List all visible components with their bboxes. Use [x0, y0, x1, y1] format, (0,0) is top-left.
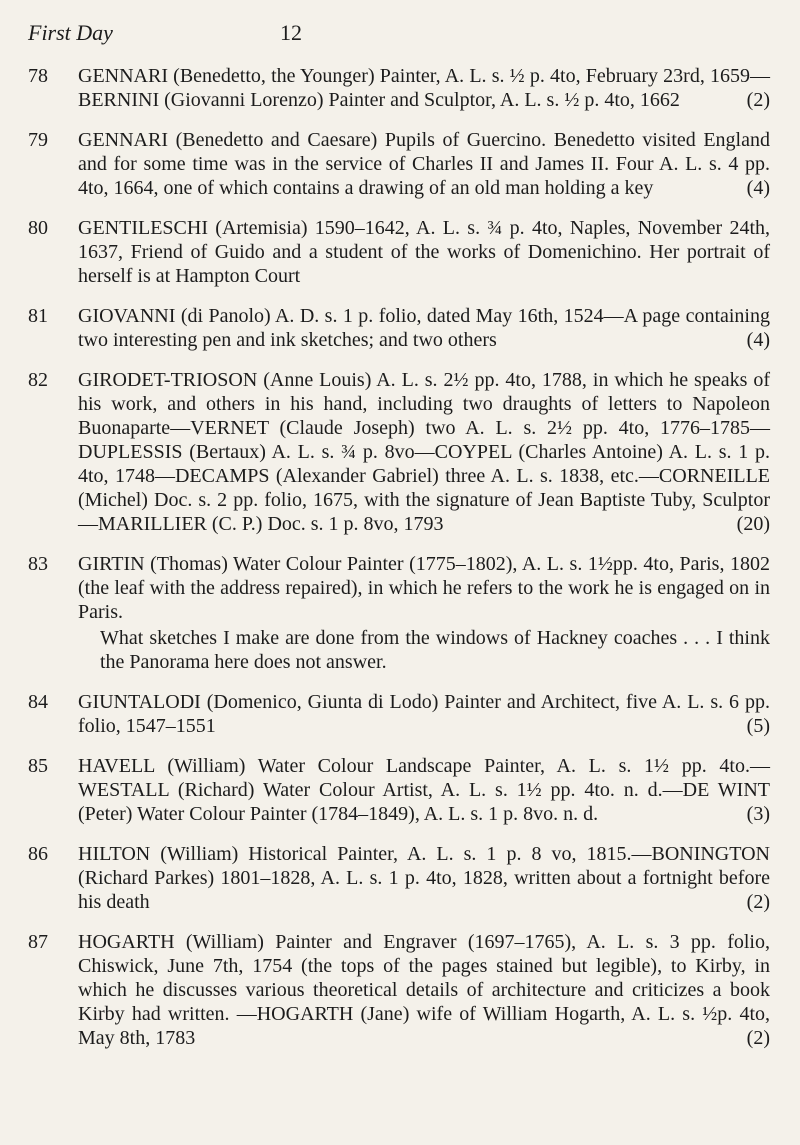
lot-description: [78, 368, 770, 536]
lot-entry: [28, 216, 770, 288]
lot-item-count: (2): [746, 1027, 770, 1049]
lot-description: [78, 842, 770, 914]
lot-text: GENNARI (Benedetto and Caesare) Pupils of Guercino. Benedetto visited England and for some time was in the service of Charles II and James II. Four A. L. s. 4 pp. 4to, 1664, one of which contains a drawing of an old man holding a key: [78, 129, 770, 199]
lot-item-count: (3): [746, 803, 770, 825]
lot-item-count: (20): [736, 513, 770, 535]
lot-item-count: (4): [746, 329, 770, 351]
lot-text: HAVELL (William) Water Colour Landscape Painter, A. L. s. 1½ pp. 4to.—WESTALL (Richard) Water Colour Artist, A. L. s. 1½ pp. 4to. n. d.—DE WINT (Peter) Water Colour Painter (1784–1849), A. L. s. 1 p. 8vo. n. d.: [78, 755, 770, 825]
lot-entry: [28, 552, 770, 674]
lot-quote: What sketches I make are done from the windows of Hackney coaches . . . I think the Panorama here does not answer.: [100, 627, 770, 673]
running-head: [28, 20, 770, 50]
lot-text: GENNARI (Benedetto, the Younger) Painter, A. L. s. ½ p. 4to, February 23rd, 1659—BERNINI (Giovanni Lorenzo) Painter and Sculptor, A. L. s. ½ p. 4to, 1662: [78, 65, 770, 111]
lot-description: [78, 930, 770, 1050]
running-head-title: First Day: [28, 20, 113, 45]
lot-item-count: (2): [746, 891, 770, 913]
lot-description: [78, 304, 770, 352]
lot-item-count: (2): [746, 89, 770, 111]
lot-text: HILTON (William) Historical Painter, A. L. s. 1 p. 8 vo, 1815.—BONINGTON (Richard Parkes) 1801–1828, A. L. s. 1 p. 4to, 1828, written about a fortnight before his death: [78, 843, 770, 913]
lot-entry: [28, 930, 770, 1050]
lot-list: [28, 64, 770, 1050]
lot-text: GIRODET-TRIOSON (Anne Louis) A. L. s. 2½ pp. 4to, 1788, in which he speaks of his work, and others in his hand, including two draughts of letters to Napoleon Buonaparte—VERNET (Claude Joseph) two A. L. s. 2½ pp. 4to, 1776–1785—DUPLESSIS (Bertaux) A. L. s. ¾ p. 8vo—COYPEL (Charles Antoine) A. L. s. 1 p. 4to, 1748—DECAMPS (Alexander Gabriel) three A. L. s. 1838, etc.—CORNEILLE (Michel) Doc. s. 2 pp. folio, 1675, with the signature of Jean Baptiste Tuby, Sculptor —MARILLIER (C. P.) Doc. s. 1 p. 8vo, 1793: [78, 369, 770, 535]
lot-number: 81: [28, 305, 48, 327]
lot-entry: [28, 64, 770, 112]
lot-entry: [28, 842, 770, 914]
lot-entry: [28, 754, 770, 826]
lot-description: [78, 216, 770, 288]
lot-description: [78, 552, 770, 674]
lot-item-count: (4): [746, 177, 770, 199]
lot-number: 79: [28, 129, 48, 151]
lot-number: 85: [28, 755, 48, 777]
lot-number: 86: [28, 843, 48, 865]
lot-text: GIOVANNI (di Panolo) A. D. s. 1 p. folio, dated May 16th, 1524—A page containing two interesting pen and ink sketches; and two others: [78, 305, 770, 351]
lot-number: 83: [28, 553, 48, 575]
lot-description: [78, 754, 770, 826]
lot-number: 80: [28, 217, 48, 239]
lot-number: 87: [28, 931, 48, 953]
lot-entry: [28, 128, 770, 200]
lot-text: GENTILESCHI (Artemisia) 1590–1642, A. L. s. ¾ p. 4to, Naples, November 24th, 1637, Friend of Guido and a student of the works of Domenichino. Her portrait of herself is at Hampton Court: [78, 217, 770, 287]
lot-number: 78: [28, 65, 48, 87]
lot-item-count: (5): [746, 715, 770, 737]
lot-description: [78, 690, 770, 738]
lot-number: 82: [28, 369, 48, 391]
lot-description: [78, 128, 770, 200]
lot-text: GIUNTALODI (Domenico, Giunta di Lodo) Painter and Architect, five A. L. s. 6 pp. folio, 1547–1551: [78, 691, 770, 737]
lot-entry: [28, 368, 770, 536]
page-number: 12: [280, 20, 302, 45]
lot-description: [78, 64, 770, 112]
lot-entry: [28, 690, 770, 738]
lot-text: GIRTIN (Thomas) Water Colour Painter (1775–1802), A. L. s. 1½pp. 4to, Paris, 1802 (the leaf with the address repaired), in which he refers to the work he is engaged on in Paris.: [78, 553, 770, 623]
lot-entry: [28, 304, 770, 352]
lot-text: HOGARTH (William) Painter and Engraver (1697–1765), A. L. s. 3 pp. folio, Chiswick, June 7th, 1754 (the tops of the pages stained but legible), to Kirby, in which he discusses various theoretical details of architecture and criticizes a book Kirby had written. —HOGARTH (Jane) wife of William Hogarth, A. L. s. ½p. 4to, May 8th, 1783: [78, 931, 770, 1049]
lot-number: 84: [28, 691, 48, 713]
